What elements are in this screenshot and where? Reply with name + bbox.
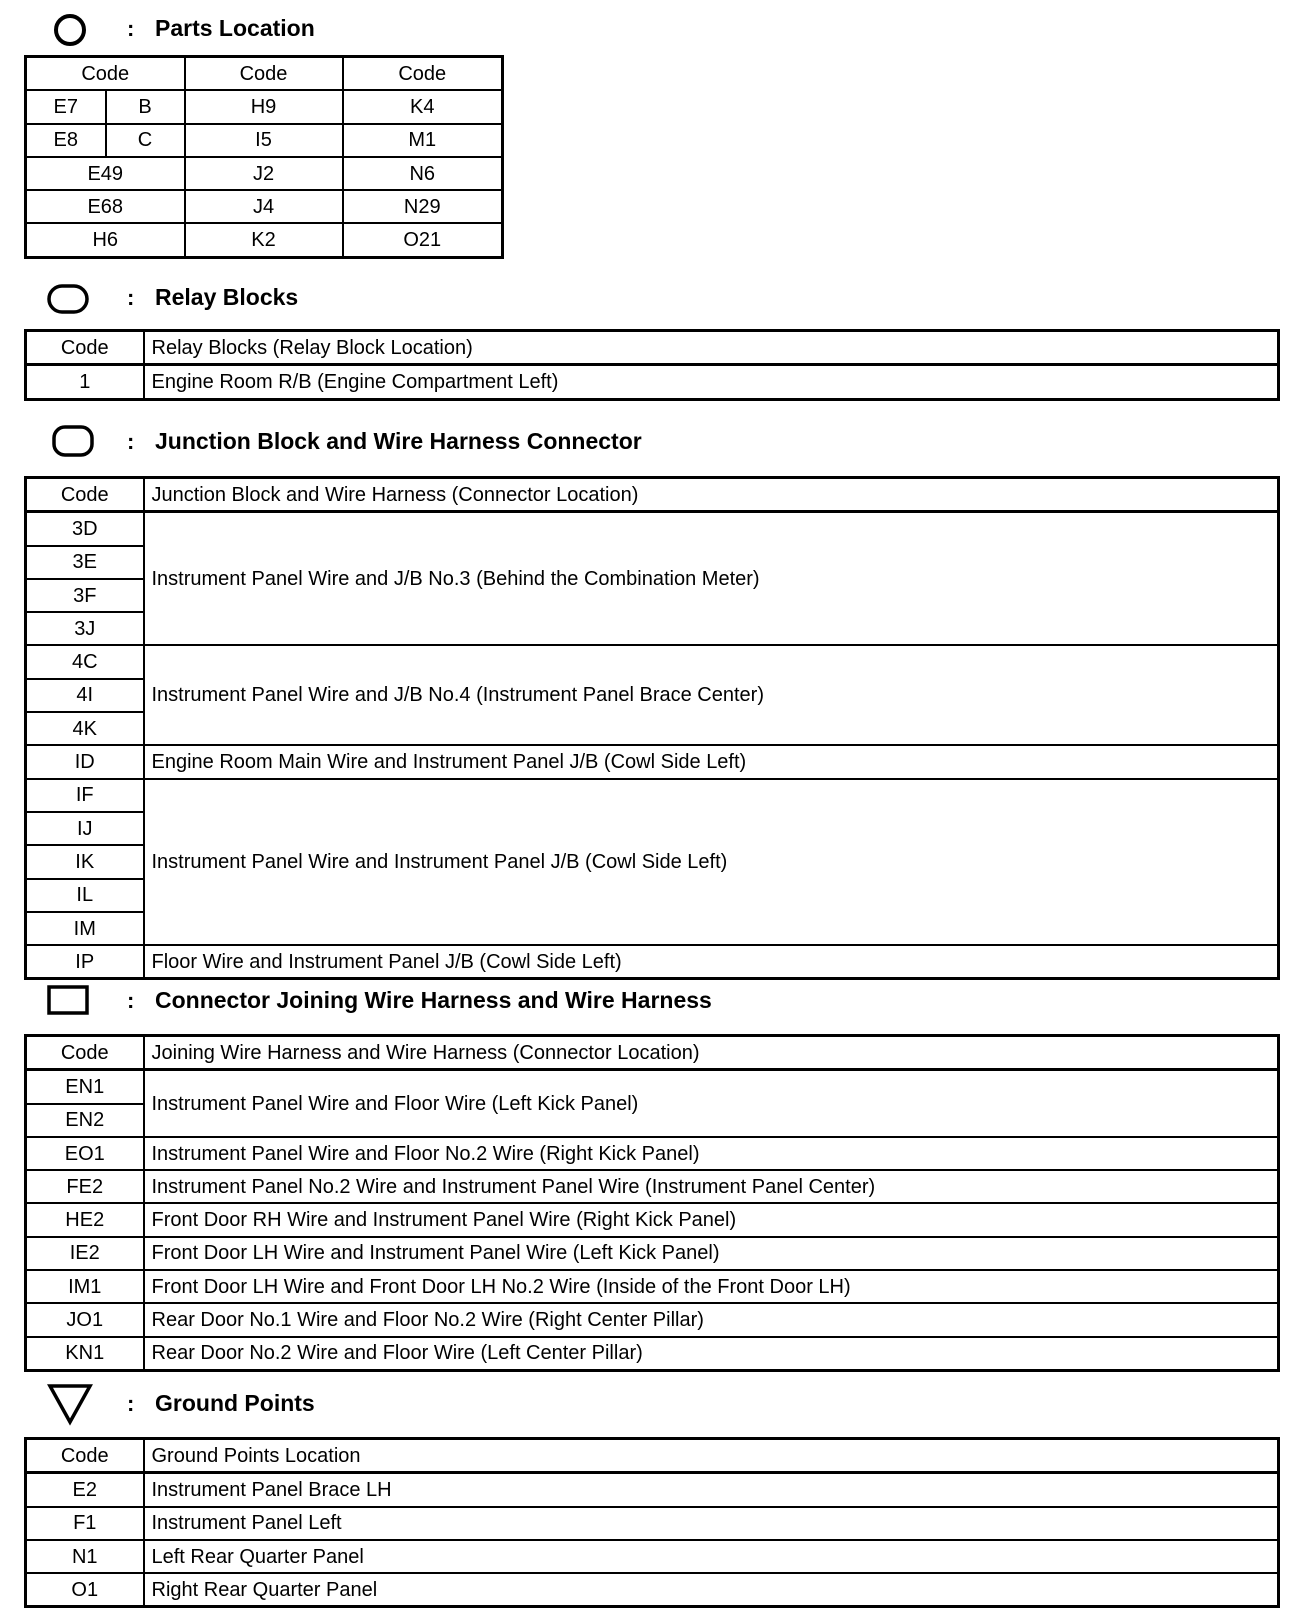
code-cell: IM bbox=[26, 912, 144, 945]
table-row bbox=[26, 512, 1279, 546]
desc-cell: Left Rear Quarter Panel bbox=[144, 1540, 1279, 1573]
table-row bbox=[26, 1573, 1279, 1607]
code-cell: N6 bbox=[343, 157, 503, 190]
code-cell: C bbox=[106, 124, 185, 157]
desc-cell: Engine Room R/B (Engine Compartment Left) bbox=[144, 365, 1279, 399]
table-row bbox=[26, 365, 1279, 399]
parts-location-table bbox=[24, 55, 504, 259]
code-cell: KN1 bbox=[26, 1337, 144, 1371]
code-cell: O1 bbox=[26, 1573, 144, 1607]
code-cell: K4 bbox=[343, 90, 503, 123]
table-row bbox=[26, 1237, 1279, 1270]
header-code: Code bbox=[26, 331, 144, 365]
code-cell: E7 bbox=[26, 90, 106, 123]
code-cell: EN1 bbox=[26, 1070, 144, 1104]
desc-cell: Front Door LH Wire and Front Door LH No.2 Wire (Inside of the Front Door LH) bbox=[144, 1270, 1279, 1303]
table-row bbox=[26, 1337, 1279, 1371]
table-row bbox=[26, 645, 1279, 678]
junction-block-table bbox=[24, 476, 1280, 980]
code-cell: FE2 bbox=[26, 1170, 144, 1203]
code-cell: N1 bbox=[26, 1540, 144, 1573]
table-row bbox=[26, 1137, 1279, 1170]
table-row bbox=[26, 90, 503, 123]
table-row bbox=[26, 1507, 1279, 1540]
code-cell: IL bbox=[26, 879, 144, 912]
desc-cell: Instrument Panel Wire and J/B No.4 (Instrument Panel Brace Center) bbox=[144, 645, 1279, 745]
code-cell: HE2 bbox=[26, 1203, 144, 1236]
table-row bbox=[26, 1203, 1279, 1236]
table-row bbox=[26, 745, 1279, 778]
table-row bbox=[26, 157, 503, 190]
code-cell: H9 bbox=[185, 90, 343, 123]
section-title: Connector Joining Wire Harness and Wire Harness bbox=[155, 987, 712, 1013]
table-row bbox=[26, 1170, 1279, 1203]
table-row bbox=[26, 223, 503, 257]
table-row bbox=[26, 1473, 1279, 1507]
code-cell: E49 bbox=[26, 157, 185, 190]
code-cell: IF bbox=[26, 779, 144, 812]
code-cell: K2 bbox=[185, 223, 343, 257]
connector-joining-table bbox=[24, 1034, 1280, 1372]
desc-cell: Front Door RH Wire and Instrument Panel Wire (Right Kick Panel) bbox=[144, 1203, 1279, 1236]
table-row bbox=[26, 1303, 1279, 1336]
code-cell: JO1 bbox=[26, 1303, 144, 1336]
code-cell: F1 bbox=[26, 1507, 144, 1540]
table-row bbox=[26, 1540, 1279, 1573]
section-title: Ground Points bbox=[155, 1390, 315, 1416]
code-cell: IE2 bbox=[26, 1237, 144, 1270]
header-code: Code bbox=[185, 57, 343, 91]
code-cell: IK bbox=[26, 845, 144, 878]
code-cell: O21 bbox=[343, 223, 503, 257]
code-cell: 3D bbox=[26, 512, 144, 546]
colon: : bbox=[127, 988, 135, 1013]
rounded-oval-icon bbox=[46, 282, 90, 316]
header-desc: Junction Block and Wire Harness (Connector Location) bbox=[144, 478, 1279, 512]
code-cell: EN2 bbox=[26, 1104, 144, 1137]
code-cell: IP bbox=[26, 945, 144, 979]
code-cell: EO1 bbox=[26, 1137, 144, 1170]
code-cell: B bbox=[106, 90, 185, 123]
desc-cell: Front Door LH Wire and Instrument Panel Wire (Left Kick Panel) bbox=[144, 1237, 1279, 1270]
code-cell: M1 bbox=[343, 124, 503, 157]
desc-cell: Rear Door No.1 Wire and Floor No.2 Wire (Right Center Pillar) bbox=[144, 1303, 1279, 1336]
desc-cell: Instrument Panel Wire and Instrument Panel J/B (Cowl Side Left) bbox=[144, 779, 1279, 945]
relay-blocks-table bbox=[24, 329, 1280, 401]
code-cell: E2 bbox=[26, 1473, 144, 1507]
table-row bbox=[26, 190, 503, 223]
code-cell: 4K bbox=[26, 712, 144, 745]
table-row bbox=[26, 779, 1279, 812]
desc-cell: Instrument Panel No.2 Wire and Instrument Panel Wire (Instrument Panel Center) bbox=[144, 1170, 1279, 1203]
rounded-rect-icon bbox=[51, 424, 95, 458]
desc-cell: Floor Wire and Instrument Panel J/B (Cowl Side Left) bbox=[144, 945, 1279, 979]
table-row bbox=[26, 124, 503, 157]
desc-cell: Instrument Panel Wire and Floor No.2 Wire (Right Kick Panel) bbox=[144, 1137, 1279, 1170]
table-row bbox=[26, 1270, 1279, 1303]
ground-points-table bbox=[24, 1437, 1280, 1608]
header-code: Code bbox=[26, 1036, 144, 1070]
code-cell: IM1 bbox=[26, 1270, 144, 1303]
header-code: Code bbox=[26, 57, 185, 91]
code-cell: 1 bbox=[26, 365, 144, 399]
code-cell: 3J bbox=[26, 612, 144, 645]
code-cell: E68 bbox=[26, 190, 185, 223]
desc-cell: Instrument Panel Wire and Floor Wire (Left Kick Panel) bbox=[144, 1070, 1279, 1137]
table-row bbox=[26, 1070, 1279, 1104]
header-code: Code bbox=[343, 57, 503, 91]
header-desc: Ground Points Location bbox=[144, 1439, 1279, 1473]
desc-cell: Engine Room Main Wire and Instrument Panel J/B (Cowl Side Left) bbox=[144, 745, 1279, 778]
section-title: Parts Location bbox=[155, 15, 315, 41]
colon: : bbox=[127, 16, 135, 41]
code-cell: H6 bbox=[26, 223, 185, 257]
header-code: Code bbox=[26, 478, 144, 512]
header-code: Code bbox=[26, 1439, 144, 1473]
desc-cell: Rear Door No.2 Wire and Floor Wire (Left Center Pillar) bbox=[144, 1337, 1279, 1371]
code-cell: 4I bbox=[26, 679, 144, 712]
code-cell: E8 bbox=[26, 124, 106, 157]
square-icon bbox=[46, 984, 90, 1016]
code-cell: I5 bbox=[185, 124, 343, 157]
table-row bbox=[26, 945, 1279, 979]
colon: : bbox=[127, 285, 135, 310]
section-title: Relay Blocks bbox=[155, 284, 299, 310]
desc-cell: Instrument Panel Wire and J/B No.3 (Behind the Combination Meter) bbox=[144, 512, 1279, 646]
code-cell: N29 bbox=[343, 190, 503, 223]
code-cell: J2 bbox=[185, 157, 343, 190]
code-cell: 4C bbox=[26, 645, 144, 678]
section-title: Junction Block and Wire Harness Connector bbox=[155, 428, 642, 454]
header-desc: Relay Blocks (Relay Block Location) bbox=[144, 331, 1279, 365]
code-cell: 3E bbox=[26, 546, 144, 579]
desc-cell: Instrument Panel Left bbox=[144, 1507, 1279, 1540]
desc-cell: Right Rear Quarter Panel bbox=[144, 1573, 1279, 1607]
code-cell: 3F bbox=[26, 579, 144, 612]
code-cell: J4 bbox=[185, 190, 343, 223]
header-desc: Joining Wire Harness and Wire Harness (Connector Location) bbox=[144, 1036, 1279, 1070]
triangle-down-icon bbox=[46, 1382, 94, 1426]
desc-cell: Instrument Panel Brace LH bbox=[144, 1473, 1279, 1507]
code-cell: IJ bbox=[26, 812, 144, 845]
code-cell: ID bbox=[26, 745, 144, 778]
circle-icon bbox=[52, 12, 88, 48]
colon: : bbox=[127, 429, 135, 454]
colon: : bbox=[127, 1391, 135, 1416]
